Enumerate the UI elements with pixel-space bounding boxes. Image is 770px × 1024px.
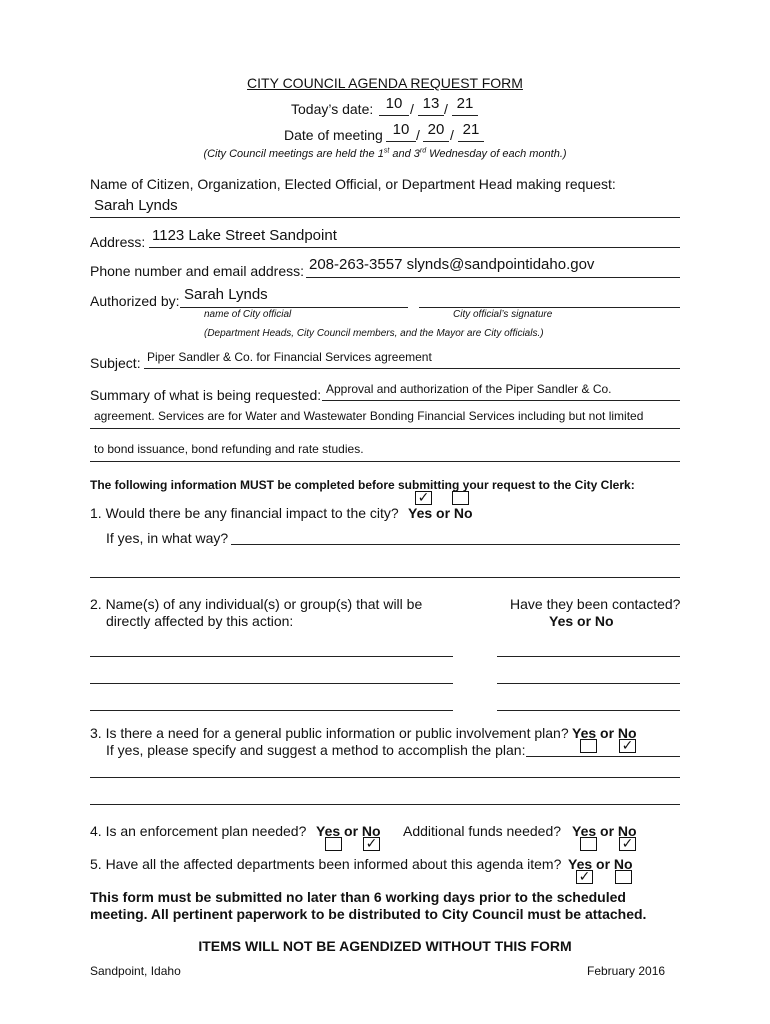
subject-value[interactable]: Piper Sandler & Co. for Financial Services agreement: [147, 350, 432, 364]
meeting-date-day[interactable]: 20: [427, 121, 445, 138]
officials-note: (Department Heads, City Council members, and the Mayor are City officials.): [204, 328, 544, 339]
submission-notice-line-2: meeting. All pertinent paperwork to be distributed to City Council must be attached.: [90, 906, 647, 922]
q5-no-checkbox[interactable]: [615, 870, 632, 884]
todays-date-year[interactable]: 21: [456, 95, 474, 112]
q4b-yes-checkbox[interactable]: [580, 837, 597, 851]
q1-followup-label: If yes, in what way?: [106, 530, 229, 546]
official-signature-caption: City official’s signature: [453, 309, 553, 320]
address-label: Address:: [90, 234, 146, 250]
meeting-date-year[interactable]: 21: [462, 121, 480, 138]
summary-line-3[interactable]: to bond issuance, bond refunding and rate studies.: [94, 442, 364, 456]
q3-yes-checkbox[interactable]: [580, 739, 597, 753]
q4-yes-no: Yes or No: [316, 823, 381, 839]
q1-yes-no: Yes or No: [408, 505, 473, 521]
q5-yes-checkbox[interactable]: ✓: [576, 870, 593, 884]
q4-no-checkbox[interactable]: ✓: [363, 837, 380, 851]
q4b-no-checkbox[interactable]: ✓: [619, 837, 636, 851]
footer-location: Sandpoint, Idaho: [90, 964, 181, 978]
authorized-value[interactable]: Sarah Lynds: [184, 286, 268, 303]
q1-label: 1. Would there be any financial impact to the city?: [90, 505, 399, 521]
q2-label-line-2: directly affected by this action:: [106, 613, 294, 629]
official-name-caption: name of City official: [204, 309, 292, 320]
footer-revision: February 2016: [587, 964, 666, 978]
todays-date-month[interactable]: 10: [385, 95, 403, 112]
summary-line-1[interactable]: Approval and authorization of the Piper Sandler & Co.: [326, 382, 612, 396]
q5-label: 5. Have all the affected departments been informed about this agenda item?: [90, 856, 562, 872]
q1-yes-checkbox[interactable]: ✓: [415, 491, 432, 505]
q5-yes-no: Yes or No: [568, 856, 633, 872]
requester-name-label: Name of Citizen, Organization, Elected Official, or Department Head making request:: [90, 176, 616, 192]
q3-label-line-2: If yes, please specify and suggest a method to accomplish the plan:: [106, 742, 526, 758]
requester-name-value[interactable]: Sarah Lynds: [94, 197, 178, 214]
q3-label-line-1: 3. Is there a need for a general public information or public involvement plan?: [90, 725, 569, 741]
q3-no-checkbox[interactable]: ✓: [619, 739, 636, 753]
q4b-label: Additional funds needed?: [403, 823, 562, 839]
todays-date-day[interactable]: 13: [422, 95, 440, 112]
address-value[interactable]: 1123 Lake Street Sandpoint: [152, 227, 337, 244]
meeting-schedule-note: (City Council meetings are held the 1st and 3rd Wednesday of each month.): [203, 147, 567, 160]
q2-yes-no: Yes or No: [549, 613, 614, 629]
q2-label-line-1: 2. Name(s) of any individual(s) or group(s) that will be: [90, 596, 423, 612]
authorized-label: Authorized by:: [90, 293, 180, 309]
required-info-intro: The following information MUST be completed before submitting your request to the City Clerk:: [90, 478, 635, 492]
q3-yes-no: Yes or No: [572, 725, 637, 741]
summary-label: Summary of what is being requested:: [90, 387, 322, 403]
summary-line-2[interactable]: agreement. Services are for Water and Wastewater Bonding Financial Services including but not limited: [94, 409, 644, 423]
q2-contacted-label: Have they been contacted?: [510, 596, 681, 612]
contact-value[interactable]: 208-263-3557 slynds@sandpointidaho.gov: [309, 256, 595, 273]
meeting-date-label: Date of meeting: [284, 127, 383, 143]
q4-yes-checkbox[interactable]: [325, 837, 342, 851]
subject-label: Subject:: [90, 355, 141, 371]
q4-label: 4. Is an enforcement plan needed?: [90, 823, 307, 839]
q4b-yes-no: Yes or No: [572, 823, 637, 839]
form-title: CITY COUNCIL AGENDA REQUEST FORM: [247, 75, 523, 91]
submission-notice-line-1: This form must be submitted no later than 6 working days prior to the scheduled: [90, 889, 626, 905]
q1-no-checkbox[interactable]: [452, 491, 469, 505]
agenda-warning: ITEMS WILL NOT BE AGENDIZED WITHOUT THIS FORM: [198, 938, 572, 954]
meeting-date-month[interactable]: 10: [392, 121, 410, 138]
contact-label: Phone number and email address:: [90, 263, 305, 279]
todays-date-label: Today’s date:: [291, 101, 374, 117]
